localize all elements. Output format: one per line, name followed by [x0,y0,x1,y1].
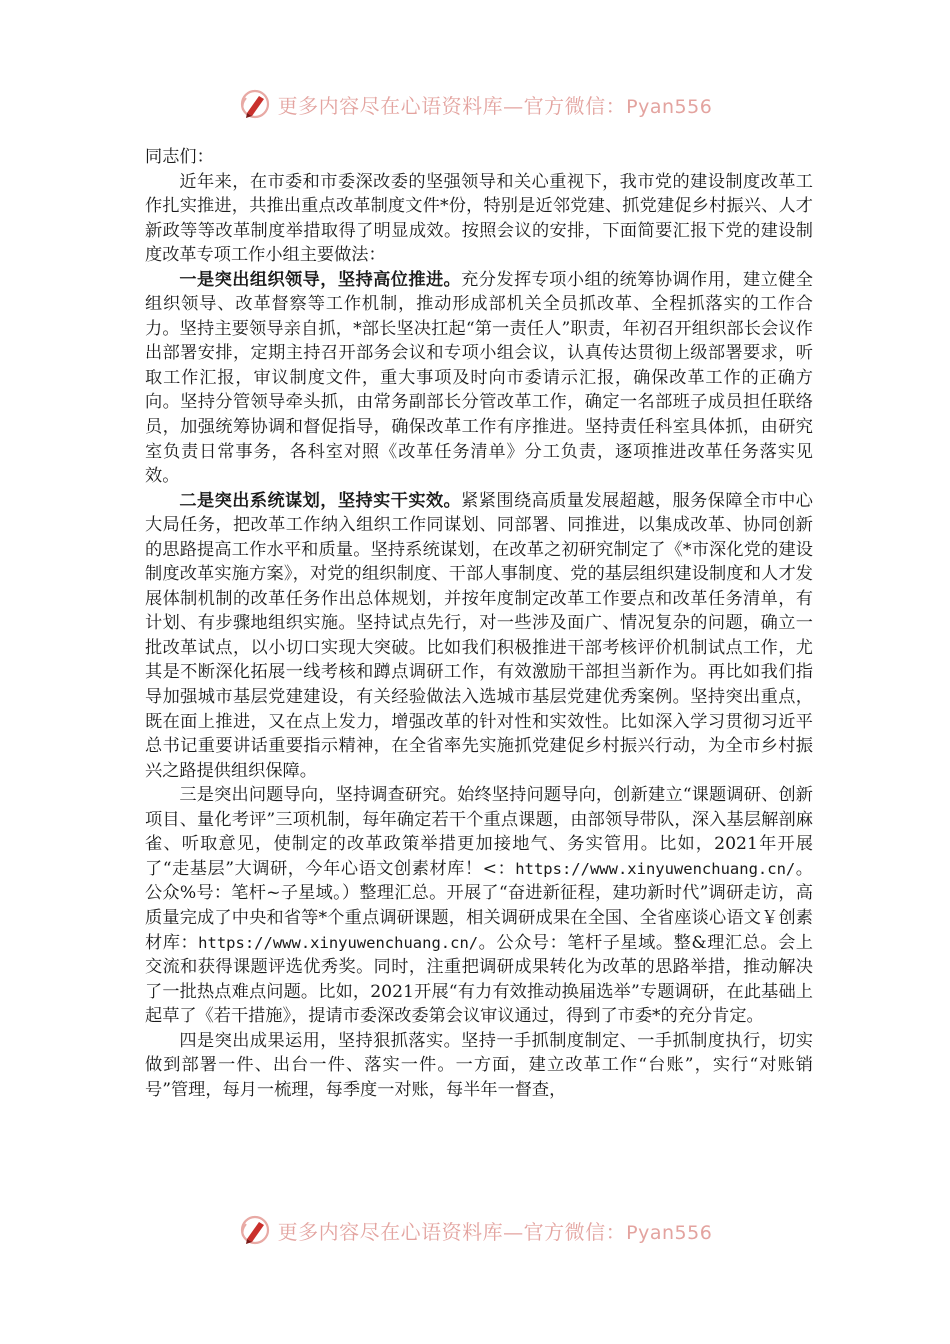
section-3-text-c: 。公众号：笔杆子星域。整&理汇总。会上交流和获得课题评选优秀奖。同时，注重把调研成果转化为改革的思路举措，推动解决了一批热点难点问题。比如，2021开展“有力有效推动换届选举”专题调研，在此基础上起草了《若干措施》，提请市委深改委第会议审议通过，得到了市委*的充分肯定。 [145,932,813,1027]
salutation: 同志们： [145,147,214,167]
intro-paragraph: 近年来，在市委和市委深改委的坚强领导和关心重视下，我市党的建设制度改革工作扎实推进，共推出重点改革制度文件*份，特别是近邻党建、抓党建促乡村振兴、人才新政等等改革制度举措取得了明显成效。按照会议的安排，下面简要汇报下党的建设制度改革专项工作小组主要做法： [145,171,813,266]
banner-text: 更多内容尽在心语资料库—官方微信：Pyan556 [277,93,713,118]
document-body [145,145,813,1102]
section-3-text-a: 三是突出问题导向，坚持调查研究。始终坚持问题导向，创新建立“课题调研、创新项目、量化考评”三项机制，每年确定若干个重点课题，由部领导带队，深入基层解剖麻雀、听取意见，使制定的改革政策举措更加接地气、务实管用。比如，2021年开展了“走基层”大调研，今年心语文创素材库！<： [145,785,813,879]
footer-banner [0,1208,950,1252]
section-3-url-1: https://www.xinyuwenchuang.cn/ [515,859,796,878]
section-1-heading: 一是突出组织领导，坚持高位推进。 [179,269,462,290]
section-3-paragraph [145,783,813,1028]
wechat-id: Pyan556 [626,1221,713,1244]
section-1-paragraph [145,268,813,489]
wechat-id: Pyan556 [626,95,713,118]
section-2-heading: 二是突出系统谋划，坚持实干实效。 [179,490,462,511]
section-2-paragraph [145,489,813,784]
banner-text: 更多内容尽在心语资料库—官方微信：Pyan556 [277,1219,713,1244]
pen-nib-icon [238,1213,272,1247]
header-banner [0,82,950,126]
section-1-body: 充分发挥专项小组的统筹协调作用，建立健全组织领导、改革督察等工作机制，推动形成部机关全员抓改革、全程抓落实的工作合力。坚持主要领导亲自抓，*部长坚决扛起“第一责任人”职责，年初召开组织部长会议作出部署安排，定期主持召开部务会议和专项小组会议，认真传达贯彻上级部署要求，听取工作汇报，审议制度文件，重大事项及时向市委请示汇报，确保改革工作的正确方向。坚持分管领导牵头抓，由常务副部长分管改革工作，确定一名部班子成员担任联络员，加强统筹协调和督促指导，确保改革工作有序推进。坚持责任科室具体抓，由研究室负责日常事务，各科室对照《改革任务清单》分工负责，逐项推进改革任务落实见效。 [145,269,813,487]
pen-nib-icon [238,87,272,121]
section-2-body: 紧紧围绕高质量发展超越，服务保障全市中心大局任务，把改革工作纳入组织工作同谋划、同部署、同推进，以集成改革、协同创新的思路提高工作水平和质量。坚持系统谋划，在改革之初研究制定了《*市深化党的建设制度改革实施方案》，对党的组织制度、干部人事制度、党的基层组织建设制度和人才发展体制机制的改革任务作出总体规划，并按年度制定改革工作要点和改革任务清单，有计划、有步骤地组织实施。坚持试点先行，对一些涉及面广、情况复杂的问题，确立一批改革试点，以小切口实现大突破。比如我们积极推进干部考核评价机制试点工作，尤其是不断深化拓展一线考核和蹲点调研工作，有效激励干部担当新作为。再比如我们指导加强城市基层党建建设，有关经验做法入选城市基层党建优秀案例。坚持突出重点，既在面上推进，又在点上发力，增强改革的针对性和实效性。比如深入学习贯彻习近平总书记重要讲话重要指示精神，在全省率先实施抓党建促乡村振兴行动，为全市乡村振兴之路提供组织保障。 [145,490,813,781]
section-3-text-b: 。公众%号：笔杆~子星域。）整理汇总。开展了“奋进新征程，建功新时代”调研走访，高质量完成了中央和省等*个重点调研课题，相关调研成果在全国、全省座谈心语文￥创素材库： [145,858,813,953]
section-3-url-2: https://www.xinyuwenchuang.cn/ [198,933,479,952]
section-4-paragraph: 四是突出成果运用，坚持狠抓落实。坚持一手抓制度制定、一手抓制度执行，切实做到部署一件、出台一件、落实一件。一方面，建立改革工作“台账”，实行“对账销号”管理，每月一梳理，每季度一对账，每半年一督查， [145,1030,813,1100]
